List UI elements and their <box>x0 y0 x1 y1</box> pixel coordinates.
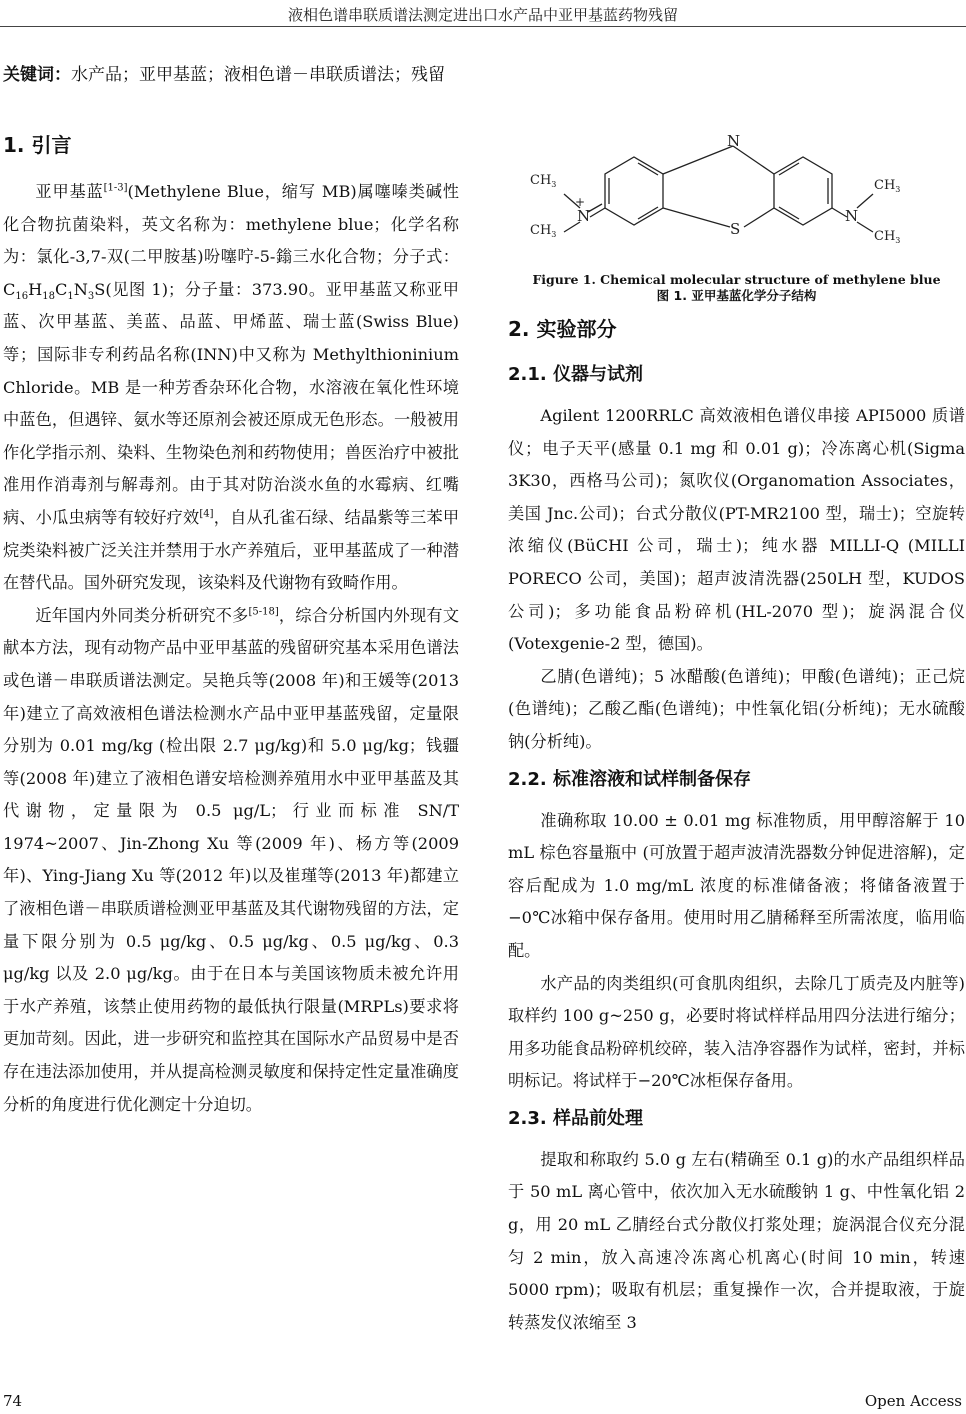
keywords-line <box>3 60 445 85</box>
svg-text:CH3: $CH_3$ <box>874 178 901 194</box>
molecule-diagram <box>508 128 965 268</box>
right-column <box>508 128 965 1339</box>
pretreatment-paragraph: 提取和称取约 5.0 g 左右(精确至 0.1 g)的水产品组织样品于 50 mL 离心管中，依次加入无水硫酸钠 1 g、中性氧化铝 2 g，用 20 mL 乙腈经台式分散仪打浆处理；旋涡混合仪充分混匀 2 min，放入高速冷冻离心机离心(时间 10 min，转速 5000 rpm)；吸取有机层；重复操作一次，合并提取液，于旋转蒸发仪浓缩至 3 <box>508 1149 965 1332</box>
section-2-1-title: 2.1. 仪器与试剂 <box>508 364 643 385</box>
citation-4: [4] <box>199 508 214 520</box>
sample-prep-paragraph: 水产品的肉类组织(可食肌肉组织，去除几丁质壳及内脏等)取样约 100 g~250 g，必要时将试样样品用四分法进行缩分；用多功能食品粉碎机绞碎，装入洁净容器作为试样，密封，并标明标记。将试样于−20℃冰柜保存备用。 <box>508 973 965 1091</box>
figure-caption-zh: 图 1. 亚甲基蓝化学分子结构 <box>656 288 817 303</box>
citation-1-3: [1-3] <box>103 182 128 194</box>
section-1-title: 1. 引言 <box>3 133 72 157</box>
header-divider <box>0 26 966 27</box>
intro-paragraph-2: 近年国内外同类分析研究不多[5-18]，综合分析国内外现有文献本方法，现有动物产品中亚甲基蓝的残留研究基本采用色谱法或色谱－串联质谱法测定。吴艳兵等(2008 年)和王媛等(2013 年)建立了高效液相色谱法检测水产品中亚甲基蓝残留，定量限分别为 0.01 mg/kg (检出限 2.7 μg/kg)和 5.0 μg/kg；钱疆等(2008 年)建立了液相色谱安培检测养殖用水中亚甲基蓝及其代谢物，定量限为 0.5 μg/L；行业而标准 SN/T 1974~2007、Jin-Zhong Xu 等(2009 年)、杨方等(2009 年)、Ying-Jiang Xu 等(2012 年)以及崔瑾等(2013 年)都建立了液相色谱－串联质谱检测亚甲基蓝及其代谢物残留的方法，定量下限分别为 0.5 μg/kg、0.5 μg/kg、0.5 μg/kg、0.3 μg/kg 以及 2.0 μg/kg。由于在日本与美国该物质未被允许用于水产养殖，该禁止使用药物的最低执行限量(MRPLs)要求将更加苛刻。因此，进一步研究和监控其在国际水产品贸易中是否存在违法添加使用，并从提高检测灵敏度和保持定性定量准确度分析的角度进行优化测定十分迫切。 <box>3 605 460 1114</box>
running-header: 液相色谱串联质谱法测定进出口水产品中亚甲基蓝药物残留 <box>287 6 678 24</box>
journal-footer: Open Access <box>864 1392 962 1410</box>
reagents-paragraph: 乙腈(色谱纯)；5 冰醋酸(色谱纯)；甲酸(色谱纯)；正己烷(色谱纯)；乙酸乙酯(色谱纯)；中性氧化铝(分析纯)；无水硫酸钠(分析纯)。 <box>508 666 965 751</box>
atom-n-left: N <box>577 207 591 225</box>
section-2-title: 2. 实验部分 <box>508 317 617 341</box>
section-2-3-title: 2.3. 样品前处理 <box>508 1107 643 1129</box>
positive-charge: + <box>575 195 586 209</box>
keywords-text: 水产品；亚甲基蓝；液相色谱－串联质谱法；残留 <box>71 65 445 85</box>
standard-solution-paragraph: 准确称取 10.00 ± 0.01 mg 标准物质，用甲醇溶解于 10 mL 棕色容量瓶中 (可放置于超声波清洗器数分钟促进溶解)，定容后配成为 1.0 mg/mL 浓度的标准储备液；将储备液置于−0℃冰箱中保存备用。使用时用乙腈稀释至所需浓度，临用临配。 <box>508 810 965 960</box>
left-column <box>3 130 459 1121</box>
svg-text:CH3: $CH_3$ <box>530 223 557 239</box>
page-number: 74 <box>3 1392 23 1410</box>
figure-caption-en: Figure 1. Chemical molecular structure of methylene blue <box>532 272 941 287</box>
keywords-label: 关键词： <box>3 65 71 85</box>
atom-s: S <box>730 220 741 238</box>
atom-n-top: N <box>727 132 741 150</box>
section-2-2-title: 2.2. 标准溶液和试样制备保存 <box>508 768 751 790</box>
svg-text:CH3: $CH_3$ <box>530 173 557 189</box>
methylene-blue-structure-figure <box>508 128 965 268</box>
citation-5-18: [5-18] <box>248 606 279 618</box>
instruments-paragraph: Agilent 1200RRLC 高效液相色谱仪串接 API5000 质谱仪；电子天平(感量 0.1 mg 和 0.01 g)；冷冻离心机(Sigma 3K30，西格马公司)；氮吹仪(Organomation Associates，美国 Jnc.公司)；台式分散仪(PT-MR2100 型，瑞士)；空旋转浓缩仪(BüCHI 公司，瑞士)；纯水器 MILLI-Q (MILLI PORECO 公司，美国)；超声波清洗器(250LH 型，KUDOS 公司)；多功能食品粉碎机(HL-2070 型)；旋涡混合仪(Votexgenie-2 型，德国)。 <box>508 406 965 654</box>
svg-text:CH3: $CH_3$ <box>874 229 901 245</box>
intro-paragraph-1: 亚甲基蓝[1-3](Methylene Blue，缩写 MB)属噻嗪类碱性化合物抗菌染料，英文名称为：methylene blue；化学名称为：氯化-3,7-双(二甲胺基)吩噻咛-5-鎓三水化合物；分子式：$C_{16}H_{18}C_1N_3S$(见图 1)；分子量：373.90。亚甲基蓝又称亚甲蓝、次甲基蓝、美蓝、品蓝、甲烯蓝、瑞士蓝(Swiss Blue)等；国际非专利药品名称(INN)中又称为 Methylthioninium Chloride。MB 是一种芳香杂环化合物，水溶液在氧化性环境中蓝色，但遇锌、氨水等还原剂会被还原成无色形态。一般被用作化学指示剂、染料、生物染色剂和药物使用；兽医治疗中被批准用作消毒剂与解毒剂。由于其对防治淡水鱼的水霉病、红嘴病、小瓜虫病等有较好疗效[4]，自从孔雀石绿、结晶紫等三苯甲烷类染料被广泛关注并禁用于水产养殖后，亚甲基蓝成了一种潜在替代品。国外研究发现，该染料及代谢物有致畸作用。 <box>3 182 460 593</box>
atom-n-right: N <box>845 207 859 225</box>
